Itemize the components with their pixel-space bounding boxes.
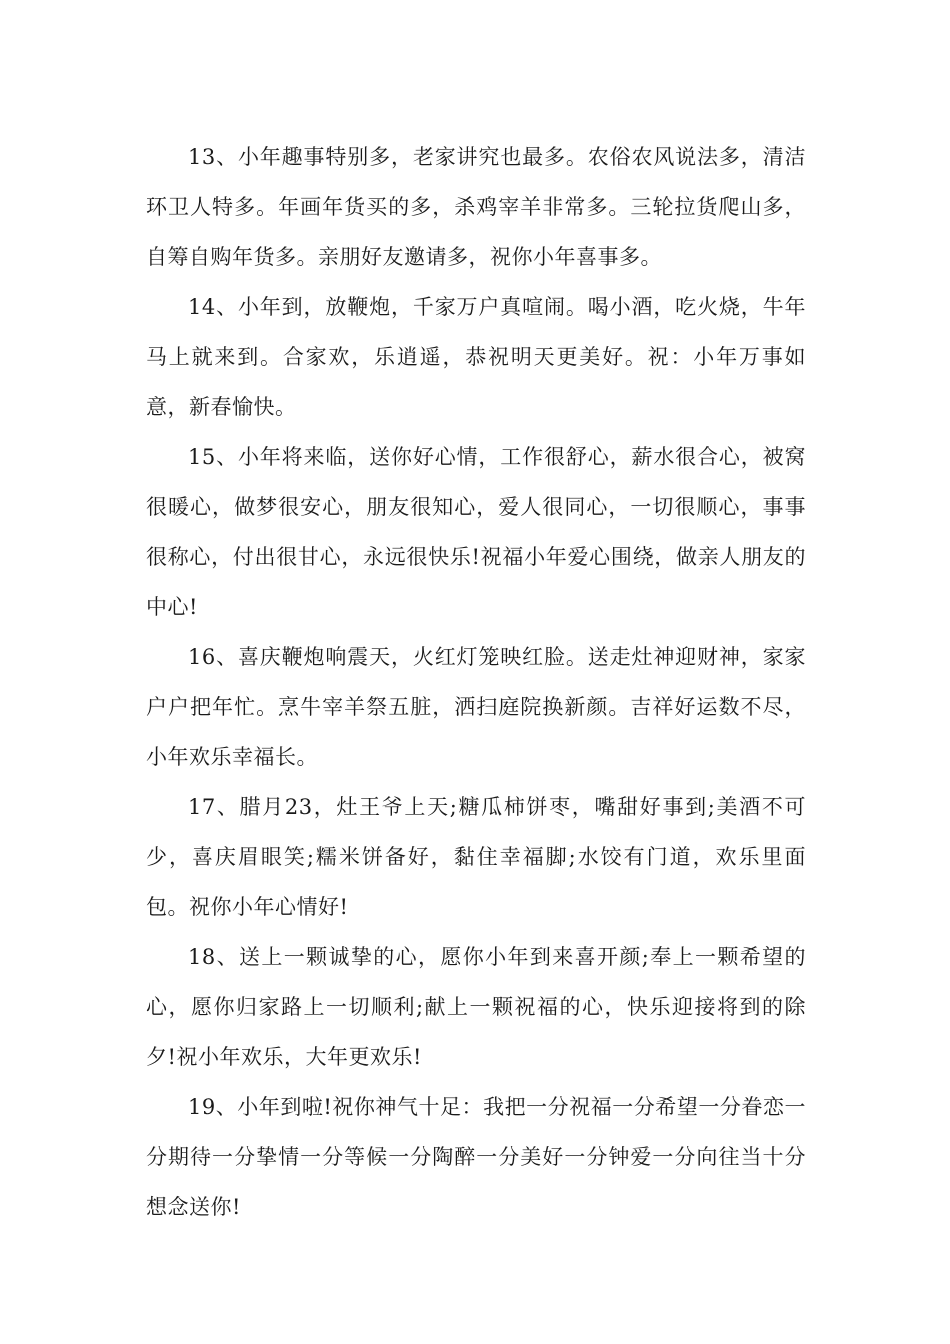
paragraph-18: 18、送上一颗诚挚的心，愿你小年到来喜开颜;奉上一颗希望的心，愿你归家路上一切顺利;献上一颗祝福的心，快乐迎接将到的除夕!祝小年欢乐，大年更欢乐! bbox=[146, 945, 806, 1069]
paragraph-13: 13、小年趣事特别多，老家讲究也最多。农俗农风说法多，清洁环卫人特多。年画年货买的多，杀鸡宰羊非常多。三轮拉货爬山多，自筹自购年货多。亲朋好友邀请多，祝你小年喜事多。 bbox=[146, 145, 806, 269]
paragraph-14: 14、小年到，放鞭炮，千家万户真喧闹。喝小酒，吃火烧，牛年马上就来到。合家欢，乐逍遥，恭祝明天更美好。祝：小年万事如意，新春愉快。 bbox=[146, 295, 806, 419]
paragraph-19: 19、小年到啦!祝你神气十足：我把一分祝福一分希望一分眷恋一分期待一分挚情一分等候一分陶醉一分美好一分钟爱一分向往当十分想念送你! bbox=[146, 1095, 806, 1219]
document-body bbox=[146, 132, 806, 1232]
paragraph-17: 17、腊月23，灶王爷上天;糖瓜柿饼枣，嘴甜好事到;美酒不可少，喜庆眉眼笑;糯米饼备好，黏住幸福脚;水饺有门道，欢乐里面包。祝你小年心情好! bbox=[146, 795, 806, 919]
paragraph-16: 16、喜庆鞭炮响震天，火红灯笼映红脸。送走灶神迎财神，家家户户把年忙。烹牛宰羊祭五脏，洒扫庭院换新颜。吉祥好运数不尽，小年欢乐幸福长。 bbox=[146, 645, 806, 769]
paragraph-15: 15、小年将来临，送你好心情，工作很舒心，薪水很合心，被窝很暖心，做梦很安心，朋友很知心，爱人很同心，一切很顺心，事事很称心，付出很甘心，永远很快乐!祝福小年爱心围绕，做亲人朋友的中心! bbox=[146, 445, 806, 619]
